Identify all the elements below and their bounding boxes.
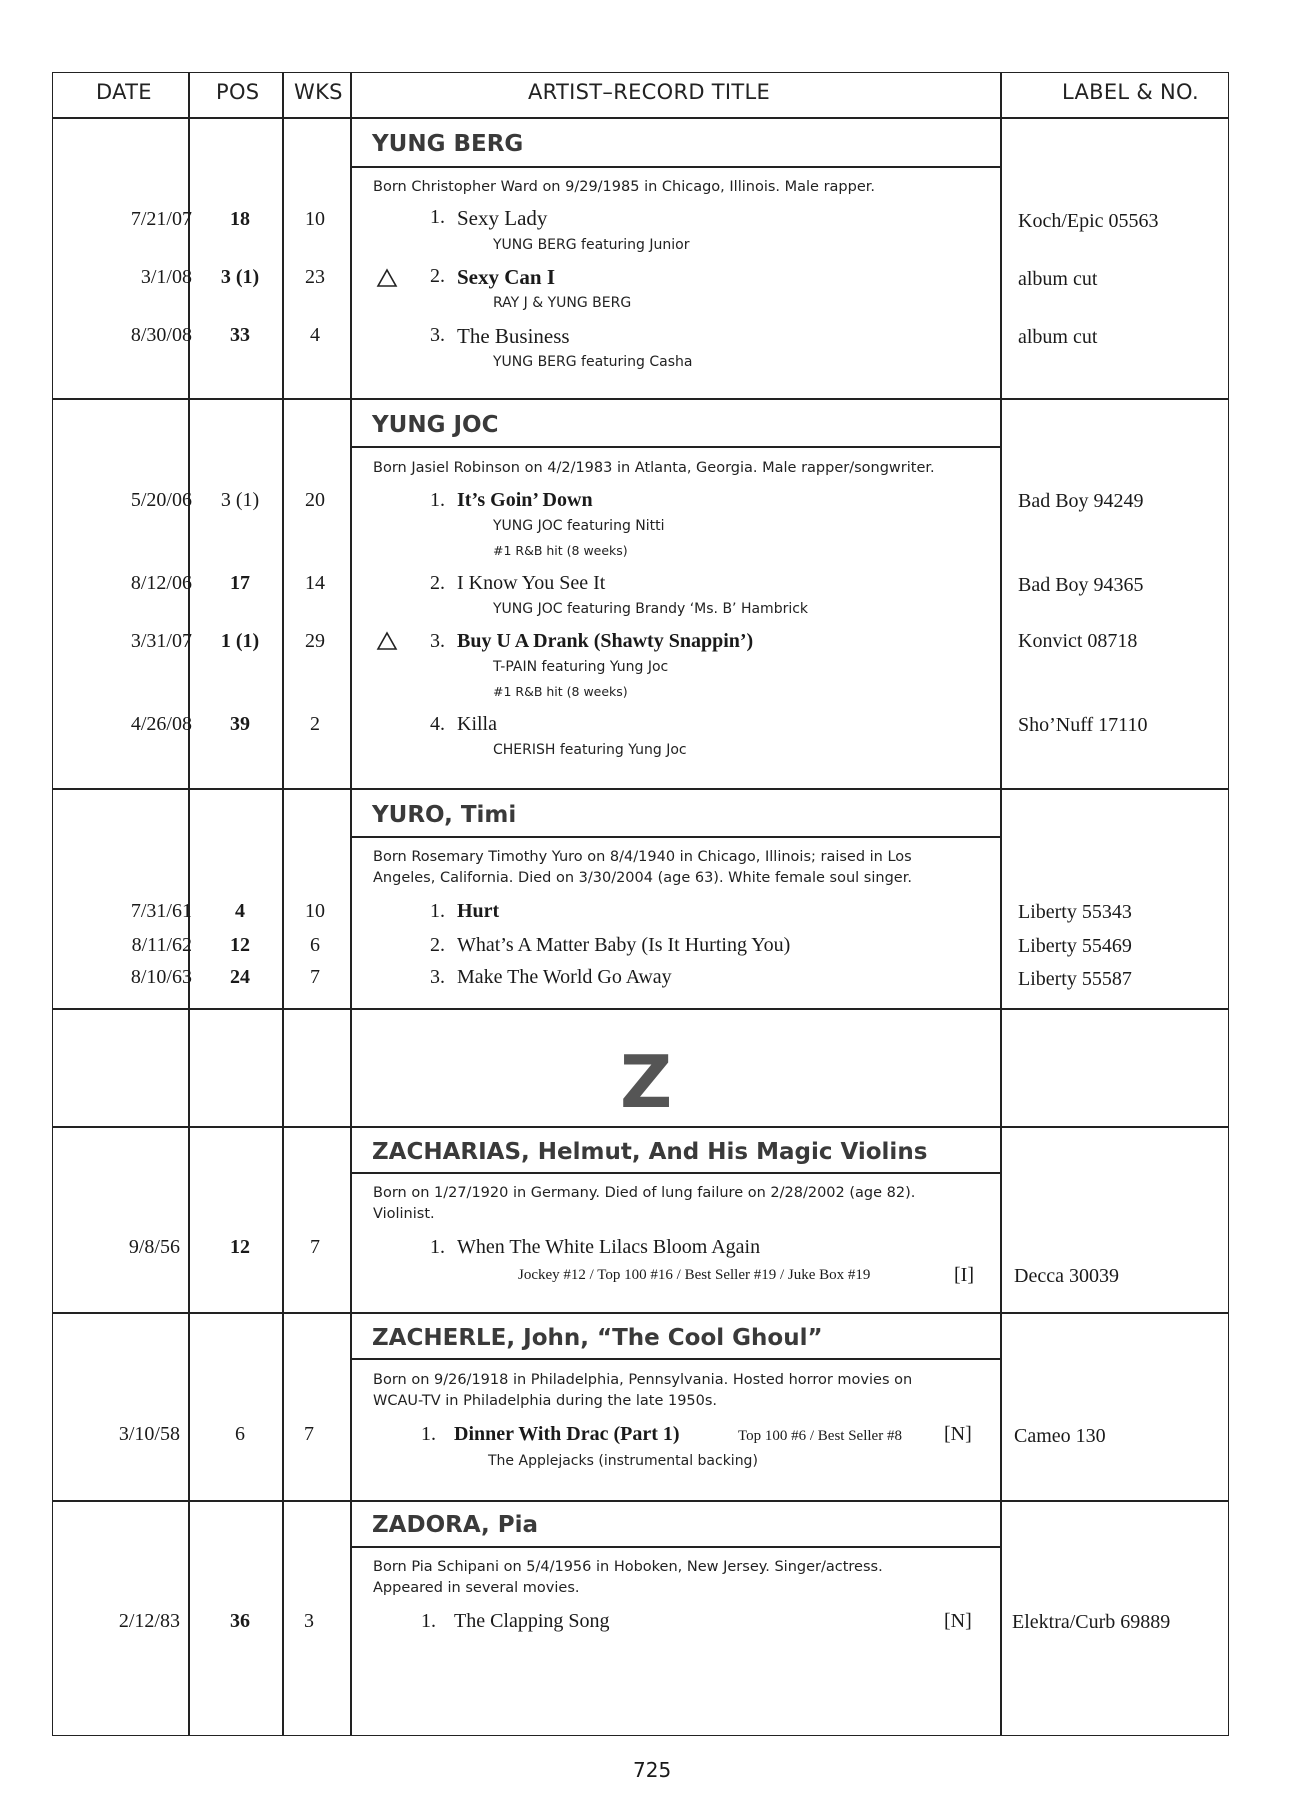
entry-pos: 33 [230,324,250,346]
entry-pos: 36 [230,1610,250,1632]
page-number: 725 [633,1758,672,1782]
record-label: Koch/Epic 05563 [1018,210,1159,232]
entry-wks: 10 [305,900,325,922]
record-flag: [I] [954,1264,974,1286]
artist-bio: Born Jasiel Robinson on 4/2/1983 in Atlanta, Georgia. Male rapper/songwriter. [373,460,935,476]
entry-date: 4/26/08 [130,713,192,735]
entry-number: 4. [430,713,445,735]
song-credit: CHERISH featuring Yung Joc [493,742,687,758]
entry-wks: 29 [305,630,325,652]
col-header-label: LABEL & NO. [1062,80,1200,104]
bio-line: Born Pia Schipani on 5/4/1956 in Hoboken, New Jersey. Singer/actress. [373,1559,883,1575]
entry-wks: 10 [305,208,325,230]
artist-name: ZADORA, Pia [372,1512,539,1538]
bio-line: Appeared in several movies. [373,1580,580,1596]
gold-record-triangle-icon [376,268,398,288]
song-note: #1 R&B hit (8 weeks) [493,684,628,699]
song-title: When The White Lilacs Bloom Again [457,1236,761,1258]
col-header-artist: ARTIST–RECORD TITLE [528,80,771,104]
section-rule [52,398,1229,400]
entry-wks: 23 [305,266,325,288]
artist-rule [350,1358,1000,1360]
entry-wks: 14 [305,572,325,594]
record-flag: [N] [944,1610,972,1632]
record-label: Sho’Nuff 17110 [1018,714,1148,736]
artist-rule [350,446,1000,448]
entry-pos: 39 [230,713,250,735]
artist-bio [373,1557,993,1599]
divider [350,72,352,1736]
song-credit: RAY J & YUNG BERG [493,295,632,311]
entry-date: 2/12/83 [118,1610,180,1632]
entry-wks: 3 [304,1610,314,1632]
entry-number: 3. [430,630,445,652]
entry-pos: 24 [230,966,250,988]
entry-pos: 17 [230,572,250,594]
bio-line: Born on 9/26/1918 in Philadelphia, Pennsylvania. Hosted horror movies on [373,1372,913,1388]
song-title: What’s A Matter Baby (Is It Hurting You) [457,934,791,956]
entry-wks: 7 [310,1236,320,1258]
song-title: The Clapping Song [454,1610,610,1632]
song-note: #1 R&B hit (8 weeks) [493,543,628,558]
record-label: Bad Boy 94249 [1018,490,1144,512]
entry-number: 1. [430,900,445,922]
song-credit: YUNG JOC featuring Nitti [493,518,665,534]
divider [1000,72,1002,1736]
gold-record-triangle-icon [376,631,398,651]
song-title: Sexy Lady [457,206,548,230]
entry-date: 8/11/62 [131,934,192,956]
record-label: Cameo 130 [1014,1425,1106,1447]
record-label: Bad Boy 94365 [1018,574,1144,596]
record-label: Liberty 55343 [1018,901,1132,923]
artist-rule [350,1172,1000,1174]
entry-wks: 7 [304,1423,314,1445]
song-title: Hurt [457,900,500,922]
bio-line: Angeles, California. Died on 3/30/2004 (age 63). White female soul singer. [373,870,912,886]
entry-number: 1. [430,489,445,511]
entry-number: 1. [421,1423,436,1445]
entry-pos: 12 [230,1236,250,1258]
section-rule [52,1500,1229,1502]
entry-date: 9/8/56 [128,1236,180,1258]
entry-number: 1. [421,1610,436,1632]
song-title: Make The World Go Away [457,966,672,988]
header-rule [52,117,1229,119]
record-label: Liberty 55469 [1018,935,1132,957]
song-title: Killa [457,713,497,735]
artist-rule [350,836,1000,838]
entry-pos: 3 (1) [220,489,260,511]
bio-line: Violinist. [373,1206,435,1222]
entry-wks: 2 [310,713,320,735]
col-header-wks: WKS [294,80,343,104]
entry-number: 3. [430,966,445,988]
record-flag: [N] [944,1423,972,1445]
song-title: I Know You See It [457,572,606,594]
entry-number: 2. [430,572,445,594]
entry-date: 3/31/07 [130,630,192,652]
song-credit: YUNG BERG featuring Casha [493,354,693,370]
bio-line: WCAU-TV in Philadelphia during the late 1950s. [373,1393,718,1409]
entry-date: 3/1/08 [140,266,192,288]
entry-pos: 4 [235,900,245,922]
entry-pos: 12 [230,934,250,956]
entry-number: 1. [430,206,445,228]
song-title: Sexy Can I [457,265,556,289]
entry-number: 2. [430,934,445,956]
col-header-date: DATE [96,80,152,104]
entry-date: 8/30/08 [130,324,192,346]
artist-name: ZACHARIAS, Helmut, And His Magic Violins [372,1139,928,1165]
song-credit: T-PAIN featuring Yung Joc [493,659,669,675]
record-label: Elektra/Curb 69889 [1012,1611,1171,1633]
entry-date: 5/20/06 [130,489,192,511]
section-rule [52,1008,1229,1010]
entry-number: 1. [430,1236,445,1258]
artist-rule [350,166,1000,168]
bio-line: Born on 1/27/1920 in Germany. Died of lung failure on 2/28/2002 (age 82). [373,1185,916,1201]
section-rule [52,788,1229,790]
entry-pos: 18 [230,208,250,230]
song-title: It’s Goin’ Down [457,489,593,511]
section-rule [52,1312,1229,1314]
record-label: album cut [1018,326,1098,348]
artist-bio [373,847,993,889]
entry-wks: 4 [310,324,320,346]
record-label: Konvict 08718 [1018,630,1138,652]
entry-pos: 6 [235,1423,245,1445]
artist-rule [350,1546,1000,1548]
record-label: Decca 30039 [1014,1265,1119,1287]
entry-wks: 6 [310,934,320,956]
entry-pos: 1 (1) [220,630,260,652]
song-title: Buy U A Drank (Shawty Snappin’) [457,630,754,652]
entry-date: 8/10/63 [130,966,192,988]
artist-name: YURO, Timi [372,802,517,828]
chart-info: Jockey #12 / Top 100 #16 / Best Seller #19 / Juke Box #19 [518,1267,871,1283]
artist-bio [373,1370,993,1412]
artist-name: YUNG JOC [372,412,499,438]
entry-date: 7/31/61 [130,900,192,922]
col-header-pos: POS [216,80,260,104]
entry-date: 7/21/07 [130,208,192,230]
song-credit: YUNG BERG featuring Junior [493,237,690,253]
section-letter: Z [620,1040,673,1124]
artist-bio [373,1183,993,1225]
entry-number: 3. [430,324,445,346]
entry-pos: 3 (1) [220,266,260,288]
chart-info: Top 100 #6 / Best Seller #8 [738,1428,902,1444]
record-label: Liberty 55587 [1018,968,1132,990]
entry-number: 2. [430,265,445,287]
song-title: The Business [457,324,570,348]
section-rule [52,1126,1229,1128]
artist-name: YUNG BERG [372,131,524,157]
artist-bio: Born Christopher Ward on 9/29/1985 in Chicago, Illinois. Male rapper. [373,179,875,195]
bio-line: Born Rosemary Timothy Yuro on 8/4/1940 in Chicago, Illinois; raised in Los [373,849,912,865]
entry-date: 3/10/58 [118,1423,180,1445]
song-credit: YUNG JOC featuring Brandy ‘Ms. B’ Hambrick [493,601,809,617]
song-credit: The Applejacks (instrumental backing) [488,1453,758,1469]
entry-date: 8/12/06 [130,572,192,594]
song-title: Dinner With Drac (Part 1) [454,1423,680,1445]
entry-wks: 7 [310,966,320,988]
entry-wks: 20 [305,489,325,511]
artist-name: ZACHERLE, John, “The Cool Ghoul” [372,1325,823,1351]
record-label: album cut [1018,268,1098,290]
